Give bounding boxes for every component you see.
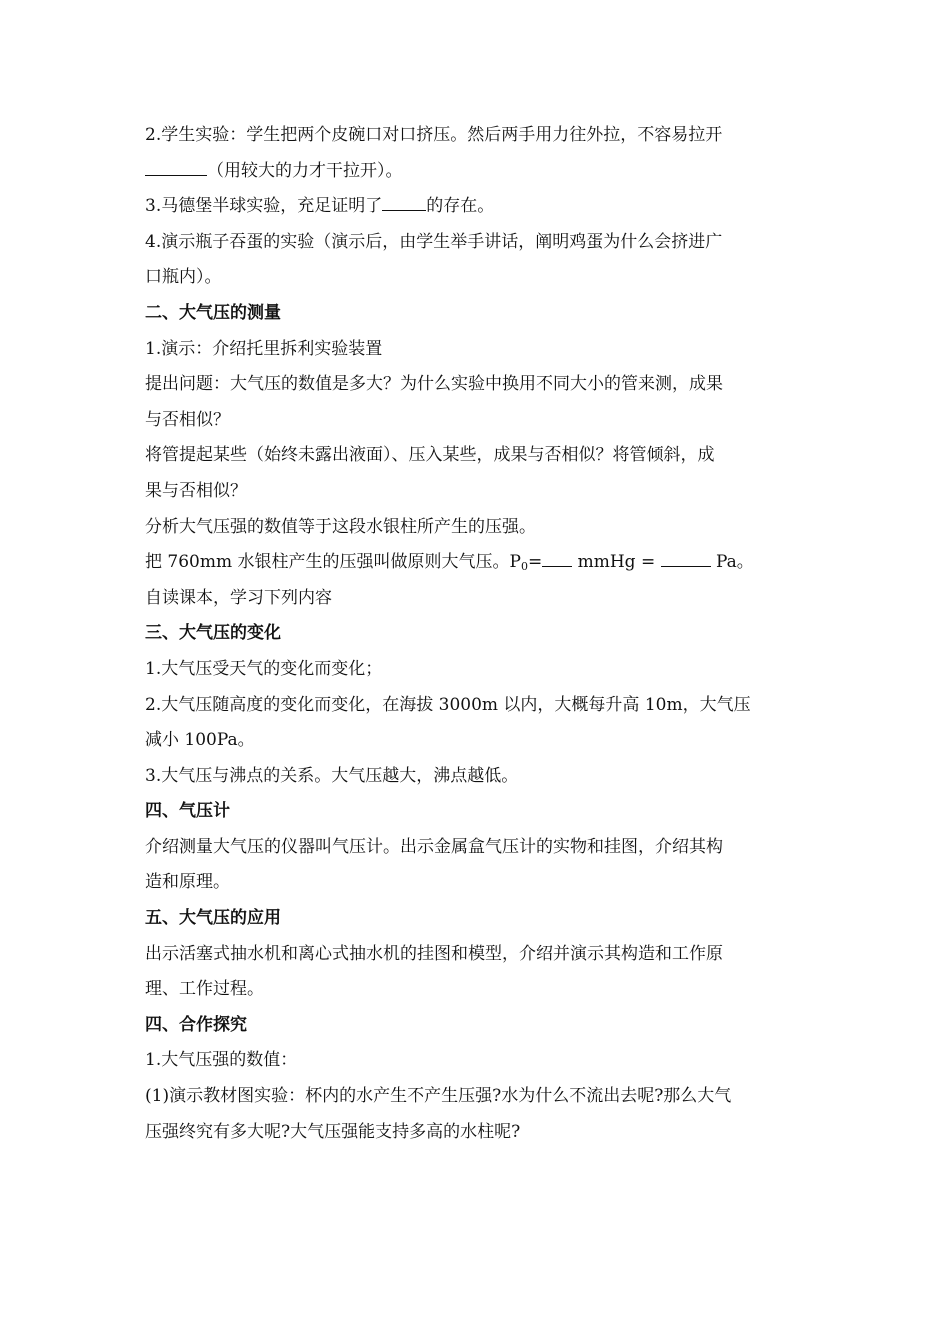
fill-blank: [382, 193, 426, 211]
paragraph-line: 口瓶内）。: [145, 267, 222, 288]
paragraph-line: 与否相似？: [145, 409, 230, 430]
paragraph-line: 压强终究有多大呢?大气压强能支持多高的水柱呢?: [145, 1121, 521, 1142]
fill-blank: [145, 158, 207, 176]
paragraph-line: 出示活塞式抽水机和离心式抽水机的挂图和模型，介绍并演示其构造和工作原: [145, 943, 723, 964]
paragraph-line: 2.大气压随高度的变化而变化，在海拔 3000m 以内，大概每升高 10m，大气压: [145, 694, 751, 715]
fill-blank: [661, 549, 711, 567]
paragraph-line: （用较大的力才干拉开）。: [145, 154, 805, 190]
paragraph-line: 分析大气压强的数值等于这段水银柱所产生的压强。: [145, 516, 536, 537]
paragraph-line: 3.马德堡半球实验，充足证明了 的存在。: [145, 189, 805, 225]
fill-blank: [542, 549, 572, 567]
section-heading: 四、气压计: [145, 801, 230, 822]
paragraph-line: 果与否相似？: [145, 480, 247, 501]
paragraph-line: 介绍测量大气压的仪器叫气压计。出示金属盒气压计的实物和挂图，介绍其构: [145, 836, 723, 857]
paragraph-line: 造和原理。: [145, 872, 230, 893]
section-heading: 四、合作探究: [145, 1014, 247, 1035]
paragraph-line: 2.学生实验：学生把两个皮碗口对口挤压。然后两手用力往外拉，不容易拉开: [145, 125, 723, 145]
document-body: [145, 118, 805, 1150]
paragraph-line: 将管提起某些（始终未露出液面）、压入某些，成果与否相似？将管倾斜，成: [145, 445, 715, 466]
paragraph-line: 3.大气压与沸点的关系。大气压越大，沸点越低。: [145, 765, 519, 786]
paragraph-line: 理、工作过程。: [145, 979, 264, 1000]
paragraph-line: 把 760mm 水银柱产生的压强叫做原则大气压。$P_0=$ mmHg = Pa。: [145, 545, 805, 581]
paragraph-line: 1.演示：介绍托里拆利实验装置: [145, 338, 383, 359]
section-heading: 三、大气压的变化: [145, 623, 281, 644]
paragraph-line: 减小 100Pa。: [145, 730, 255, 751]
paragraph-line: 1.大气压受天气的变化而变化；: [145, 658, 383, 679]
paragraph-line: (1)演示教材图实验：杯内的水产生不产生压强?水为什么不流出去呢?那么大气: [145, 1086, 732, 1107]
paragraph-line: 1.大气压强的数值：: [145, 1050, 298, 1071]
paragraph-line: 自读课本，学习下列内容: [145, 587, 332, 608]
section-heading: 二、大气压的测量: [145, 302, 281, 323]
paragraph-line: 提出问题：大气压的数值是多大？为什么实验中换用不同大小的管来测，成果: [145, 374, 723, 395]
paragraph-line: 4.演示瓶子吞蛋的实验（演示后，由学生举手讲话，阐明鸡蛋为什么会挤进广: [145, 231, 723, 252]
section-heading: 五、大气压的应用: [145, 908, 281, 929]
